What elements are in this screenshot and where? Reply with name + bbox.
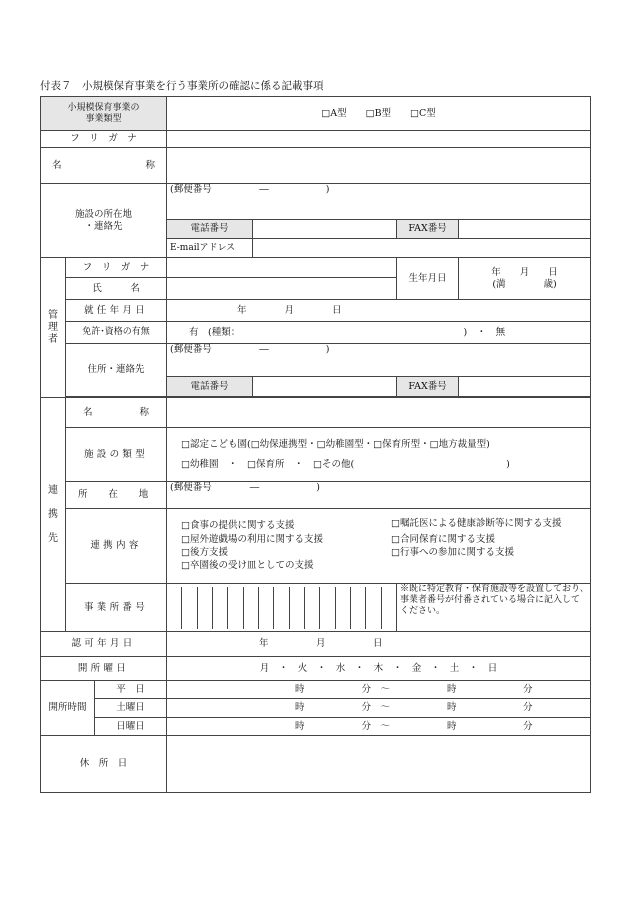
business-type-label: 小規模保育事業の 事業類型: [41, 97, 167, 131]
partner-type-line-2[interactable]: □幼稚園 ・ □保育所 ・ □その他( ): [181, 458, 510, 470]
furigana-label: フ リ ガ ナ: [41, 131, 167, 148]
content-option-outdoor[interactable]: □屋外遊戯場の利用に関する支援: [181, 533, 323, 545]
opening-days-label: 開所曜日: [41, 657, 167, 681]
weekday-label: 平 日: [95, 681, 166, 699]
partner-location-label: 所 在 地: [66, 482, 167, 509]
partner-content-field[interactable]: [167, 509, 591, 584]
partner-type-field[interactable]: [167, 428, 591, 482]
manager-tel-label: 電話番号: [167, 377, 253, 397]
facility-tel-label: 電話番号: [167, 220, 253, 239]
saturday-label: 土曜日: [95, 699, 166, 717]
sunday-label: 日曜日: [116, 720, 145, 732]
partner-name-label: 名 称: [66, 398, 167, 428]
furigana-field[interactable]: [167, 131, 591, 148]
partner-name-field[interactable]: [167, 398, 591, 428]
business-number-note: ※既に特定教育・保育施設等を設置しており､事業者番号が付番されている場合に記入してください。: [397, 584, 591, 632]
partner-location-field[interactable]: (郵便番号 ― ): [167, 482, 591, 509]
manager-fax-field[interactable]: [459, 377, 591, 397]
facility-name-label: 名 称: [41, 148, 167, 184]
manager-tel-field[interactable]: [253, 377, 397, 397]
appointment-date-label: 就任年月日: [66, 300, 167, 322]
weekday-hours-field[interactable]: 時 分 ～ 時 分: [167, 681, 591, 699]
appointment-date-field[interactable]: 年 月 日: [167, 300, 591, 322]
manager-name-label: 氏 名: [66, 278, 167, 300]
closed-days-label: 休 所 日: [41, 736, 167, 793]
confirmation-form-table: [40, 96, 591, 793]
content-option-after-graduation[interactable]: □卒園後の受け皿としての支援: [181, 560, 314, 572]
sunday-hours-field[interactable]: 時 分 ～ 時 分: [167, 717, 591, 735]
partner-content-label: 連携内容: [66, 509, 167, 584]
manager-postal-field[interactable]: (郵便番号 ― ): [167, 344, 591, 377]
manager-furigana-field[interactable]: [167, 258, 397, 278]
manager-fax-label: FAX番号: [397, 377, 459, 397]
manager-dob-label: 生年月日: [397, 258, 459, 300]
content-option-events[interactable]: □行事への参加に関する支援: [391, 547, 514, 558]
manager-group-label: 管 理 者: [41, 258, 66, 398]
opening-hours-label: 開所時間 平 日 土曜日 日曜日: [41, 681, 167, 736]
saturday-hours-field[interactable]: 時 分 ～ 時 分: [167, 699, 591, 717]
business-number-boxes[interactable]: [167, 584, 397, 632]
partner-type-label: 施設の類型: [66, 428, 167, 482]
closed-days-field[interactable]: [167, 736, 591, 793]
facility-fax-field[interactable]: [459, 220, 591, 239]
approval-date-field[interactable]: 年 月 日: [167, 632, 591, 657]
manager-furigana-label: フ リ ガ ナ: [66, 258, 167, 278]
business-number-label: 事業所番号: [66, 584, 167, 632]
license-field[interactable]: 有 (種類： ) ・ 無: [167, 322, 591, 344]
manager-dob-field[interactable]: 年 月 日 (満 歳): [459, 258, 591, 300]
facility-fax-label: FAX番号: [397, 220, 459, 239]
content-option-joint-care[interactable]: □合同保育に関する支援: [391, 533, 495, 545]
manager-address-label: 住所・連絡先: [66, 344, 167, 397]
license-label: 免許･資格の有無: [66, 322, 167, 344]
opening-days-field[interactable]: 月 ・ 火 ・ 水 ・ 木 ・ 金 ・ 土 ・ 日: [167, 657, 591, 681]
content-option-backup[interactable]: □後方支援: [181, 547, 228, 558]
partner-type-line-1[interactable]: □認定こども園(□幼保連携型・□幼稚園型・□保育所型・□地方裁量型): [181, 439, 490, 451]
business-type-options[interactable]: □A型 □B型 □C型: [167, 97, 591, 131]
facility-name-field[interactable]: [167, 148, 591, 184]
approval-date-label: 認可年月日: [41, 632, 167, 657]
form-title: 付表７ 小規模保育事業を行う事業所の確認に係る記載事項: [40, 80, 324, 92]
partner-group-label: 連 携 先: [41, 398, 66, 632]
facility-tel-field[interactable]: [253, 220, 397, 239]
facility-email-field[interactable]: [253, 239, 591, 258]
manager-name-field[interactable]: [167, 278, 397, 300]
content-option-health-check[interactable]: □嘱託医による健康診断等に関する支援: [391, 518, 562, 530]
facility-address-label: 施設の所在地 ・連絡先: [41, 184, 167, 258]
content-option-meal[interactable]: □食事の提供に関する支援: [181, 520, 295, 532]
facility-email-label: E-mailアドレス: [167, 239, 253, 258]
facility-postal-field[interactable]: (郵便番号 ― ): [167, 184, 591, 220]
